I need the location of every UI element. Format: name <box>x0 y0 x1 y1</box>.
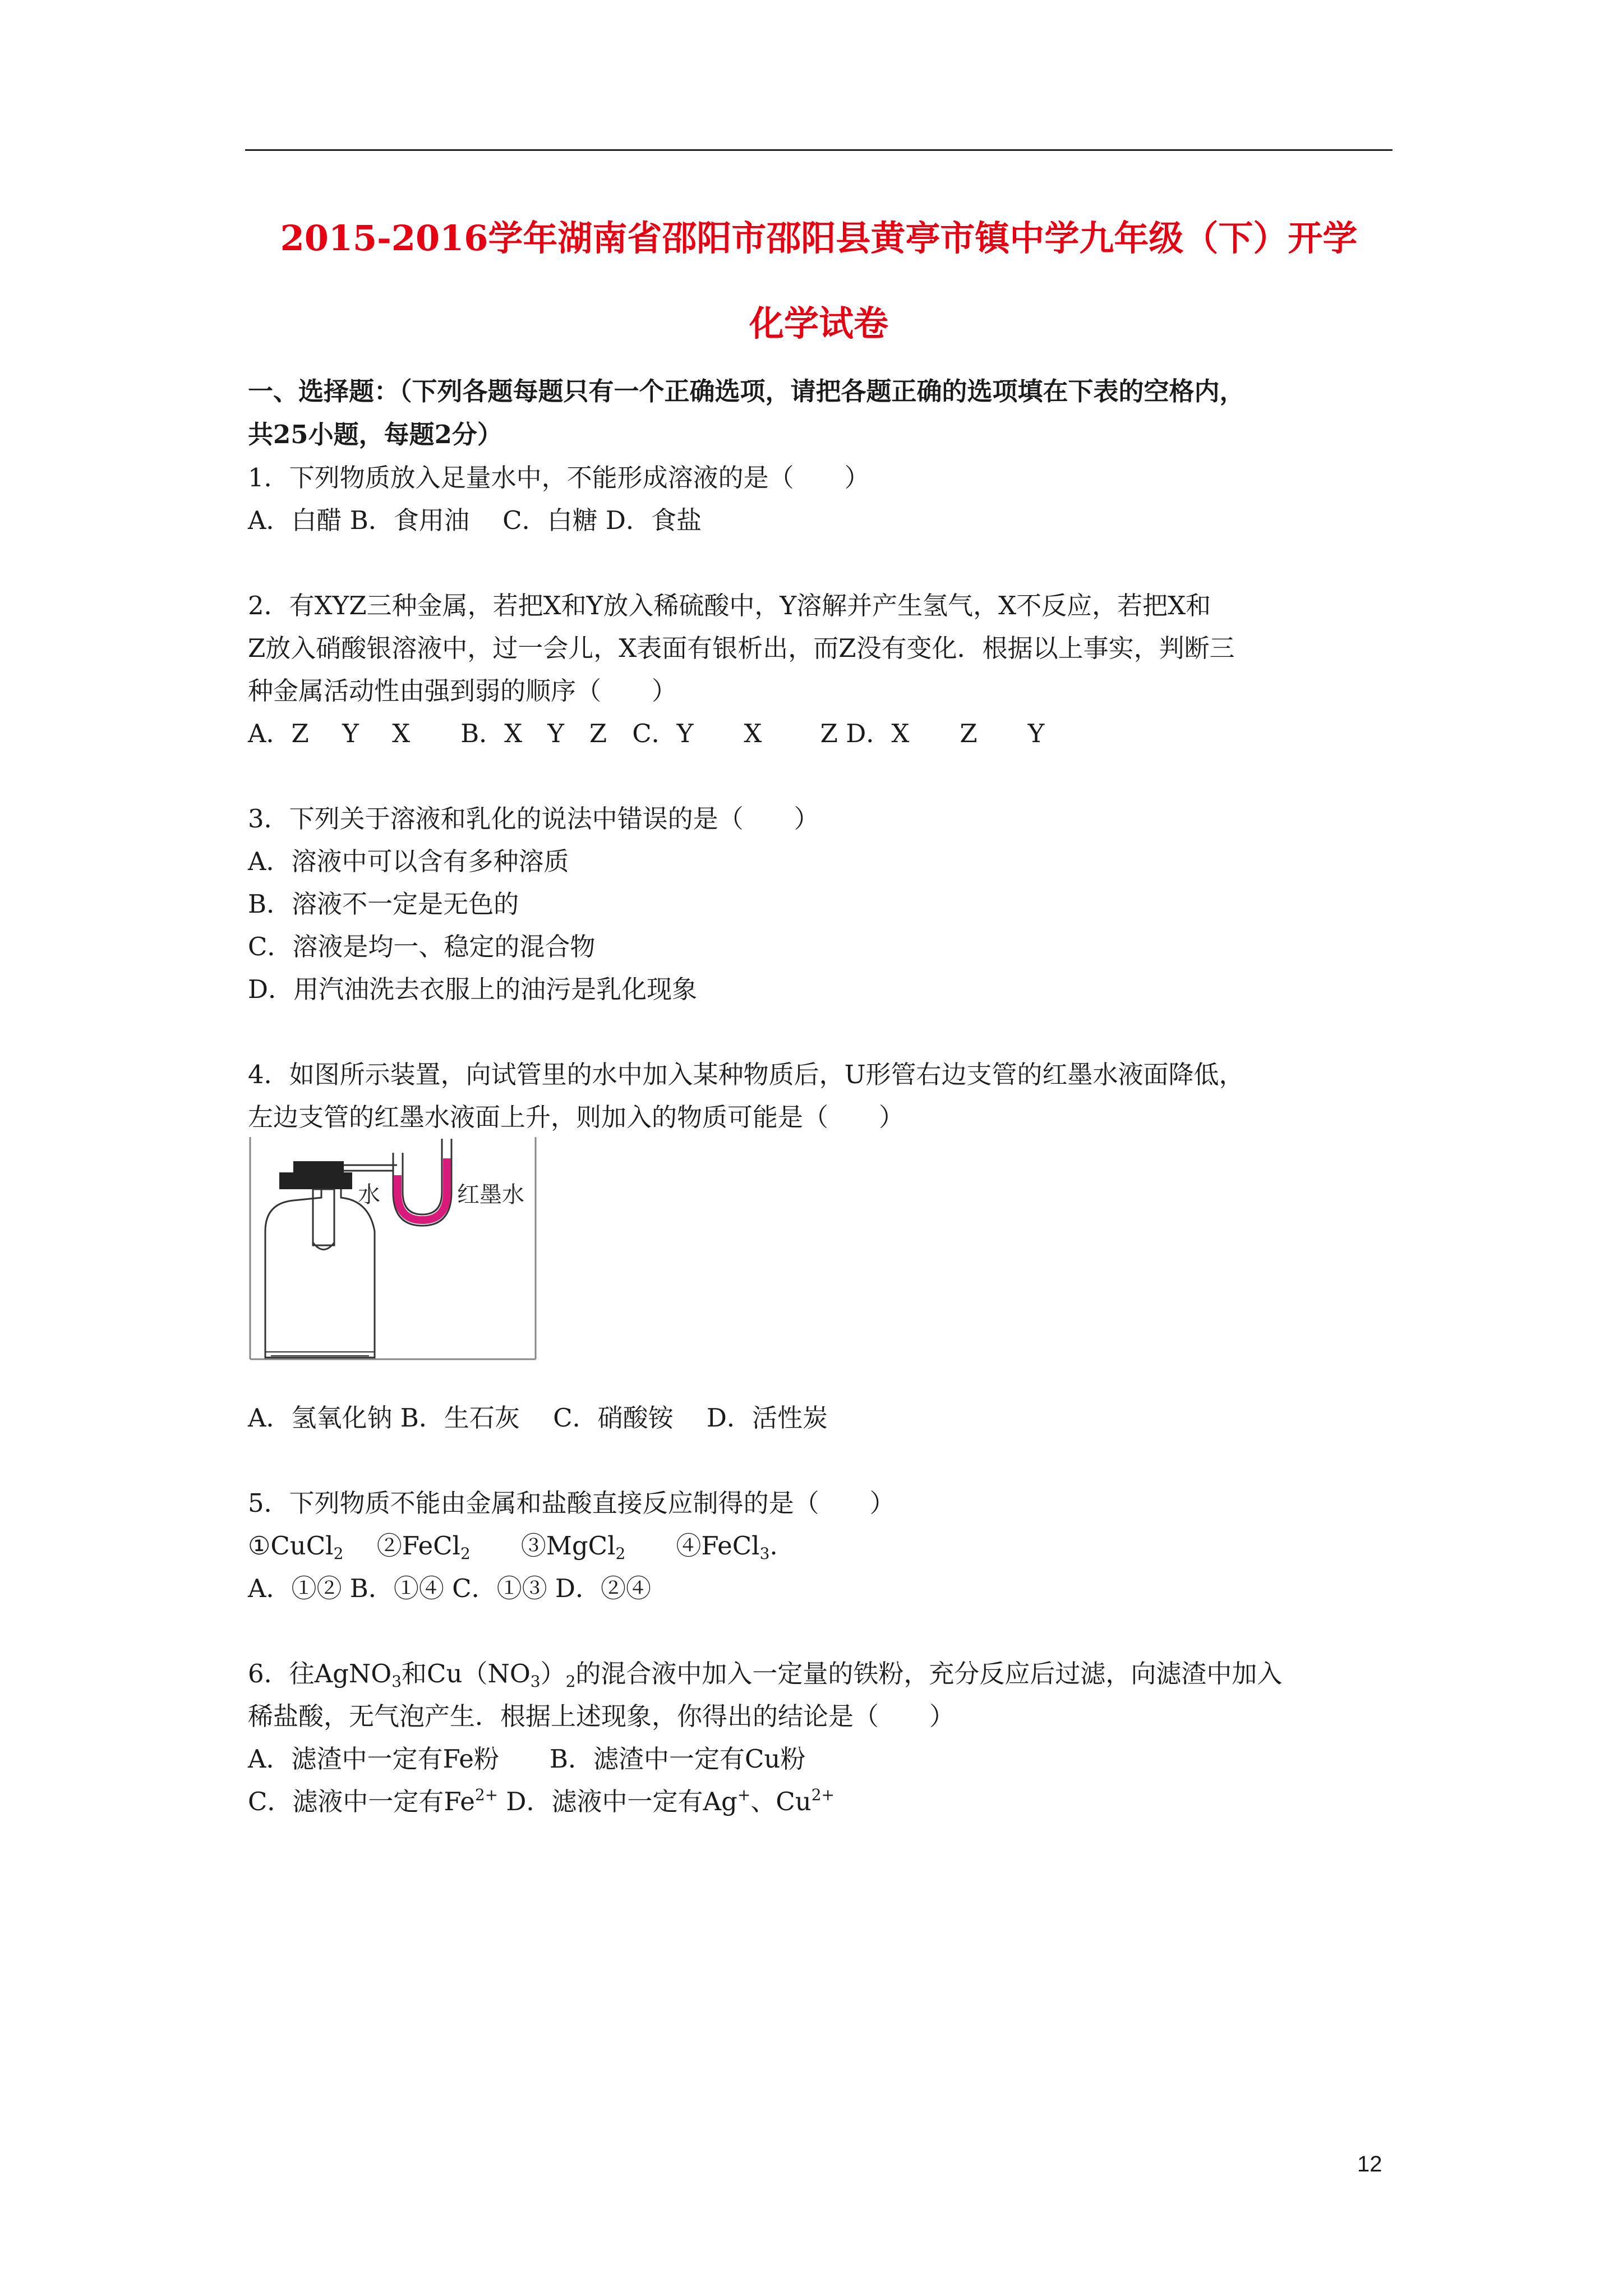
q5-compound-1: ①CuCl <box>248 1531 334 1561</box>
q3-option-b: B．溶液不一定是无色的 <box>248 889 519 919</box>
q1-stem: 1．下列物质放入足量水中，不能形成溶液的是（ ） <box>248 463 870 493</box>
q2-options: A．Z Y X B．X Y Z C．Y X Z D．X Z Y <box>248 719 1045 748</box>
q4-stem-line2: 左边支管的红墨水液面上升，则加入的物质可能是（ ） <box>248 1102 905 1132</box>
q6-options-cd: C．滤液中一定有$Fe^{2+}$ D．滤液中一定有Ag+、$Cu^{2+}$ <box>248 1786 834 1816</box>
q5-compound-2: ②FeCl <box>376 1531 460 1561</box>
q5-compound-4: ④FeCl <box>676 1531 760 1561</box>
q3-stem: 3．下列关于溶液和乳化的说法中错误的是（ ） <box>248 804 819 834</box>
q1-options: A．白醋 B．食用油 C．白糖 D．食盐 <box>248 505 702 535</box>
figure-label-water: 水 <box>358 1182 380 1208</box>
q3-option-c: C．溶液是均一、稳定的混合物 <box>248 932 596 961</box>
q6-options-ab: A．滤渣中一定有Fe粉 B．滤渣中一定有Cu粉 <box>248 1744 806 1774</box>
q6-stem-line1: 6．往AgNO$_3$和$Cu(NO_3)_2$的混合液中加入一定量的铁粉，充分反应后过滤，向滤渣中加入 <box>248 1659 1283 1691</box>
q5-compound-3: ③MgCl <box>520 1531 616 1561</box>
q6-stem-line2: 稀盐酸，无气泡产生．根据上述现象，你得出的结论是（ ） <box>248 1701 955 1731</box>
q4-stem-line1: 4．如图所示装置，向试管里的水中加入某种物质后，U形管右边支管的红墨水液面降低， <box>248 1060 1244 1089</box>
figure-label-red-ink: 红墨水 <box>457 1182 524 1208</box>
apparatus-diagram <box>248 1136 537 1360</box>
page-title-line2: 化学试卷 <box>749 303 888 344</box>
q5-options: A．①② B．①④ C．①③ D．②④ <box>248 1573 651 1603</box>
u-tube-apparatus-figure <box>248 1136 537 1394</box>
page-title-line1: 2015-2016学年湖南省邵阳市邵阳县黄亭市镇中学九年级（下）开学 <box>280 218 1358 259</box>
page-number: 12 <box>1357 2152 1382 2177</box>
q2-stem-line2: Z放入硝酸银溶液中，过一会儿，X表面有银析出，而Z没有变化．根据以上事实，判断三 <box>248 633 1235 663</box>
section-heading-line1: 一、选择题：（下列各题每题只有一个正确选项，请把各题正确的选项填在下表的空格内， <box>248 376 1245 406</box>
section-heading-line2: 共25小题，每题2分） <box>248 420 502 449</box>
q3-option-a: A．溶液中可以含有多种溶质 <box>248 846 569 876</box>
q2-stem-line3: 种金属活动性由强到弱的顺序（ ） <box>248 676 677 706</box>
q5-compounds: ①CuCl$_2$ ②FeCl$_2$ ③MgCl$_2$ ④FeCl$_3$. <box>248 1531 778 1563</box>
q4-options: A．氢氧化钠 B．生石灰 C．硝酸铵 D．活性炭 <box>248 1403 828 1433</box>
q3-option-d: D．用汽油洗去衣服上的油污是乳化现象 <box>248 974 698 1004</box>
q5-stem: 5．下列物质不能由金属和盐酸直接反应制得的是（ ） <box>248 1488 895 1518</box>
header-rule <box>245 149 1393 151</box>
q2-stem-line1: 2．有XYZ三种金属，若把X和Y放入稀硫酸中，Y溶解并产生氢气，X不反应，若把X和 <box>248 591 1211 620</box>
